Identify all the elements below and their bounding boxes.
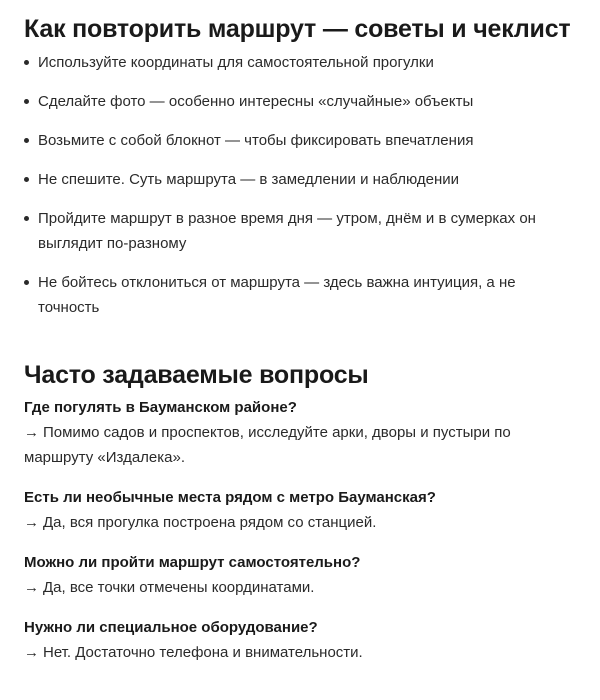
list-item-text: Не бойтесь отклониться от маршрута — здесь важна интуиция, а не точность: [38, 274, 516, 316]
tips-list: [24, 50, 576, 320]
list-item: [24, 50, 576, 75]
bullet-icon: [24, 60, 29, 65]
faq-answer: [24, 420, 576, 470]
bullet-icon: [24, 216, 29, 221]
faq-item: [24, 551, 576, 600]
faq-item: [24, 616, 576, 665]
faq-question: Можно ли пройти маршрут самостоятельно?: [24, 554, 361, 571]
arrow-right-icon: →: [24, 514, 39, 531]
checklist-heading: Как повторить маршрут — советы и чеклист: [24, 15, 571, 43]
arrow-right-icon: →: [24, 579, 39, 596]
faq-answer: [24, 575, 576, 600]
bullet-icon: [24, 138, 29, 143]
faq-question: Нужно ли специальное оборудование?: [24, 619, 318, 636]
list-item: [24, 89, 576, 114]
list-item: [24, 128, 576, 153]
faq-answer-text: Да, все точки отмечены координатами.: [43, 579, 315, 596]
list-item-text: Возьмите с собой блокнот — чтобы фиксировать впечатления: [38, 132, 474, 149]
faq-answer: [24, 640, 576, 665]
bullet-icon: [24, 177, 29, 182]
list-item: [24, 206, 576, 256]
list-item-text: Используйте координаты для самостоятельной прогулки: [38, 54, 434, 71]
faq-answer-text: Помимо садов и проспектов, исследуйте арки, дворы и пустыри по маршруту «Издалека».: [24, 424, 511, 466]
faq-item: [24, 486, 576, 535]
faq-answer-text: Да, вся прогулка построена рядом со станцией.: [43, 514, 377, 531]
bullet-icon: [24, 99, 29, 104]
list-item: [24, 270, 576, 320]
arrow-right-icon: →: [24, 424, 39, 441]
list-item: [24, 167, 576, 192]
arrow-right-icon: →: [24, 644, 39, 661]
faq-answer-text: Нет. Достаточно телефона и внимательности.: [43, 644, 363, 661]
faq-question: Есть ли необычные места рядом с метро Бауманская?: [24, 489, 436, 506]
list-item-text: Пройдите маршрут в разное время дня — утром, днём и в сумерках он выглядит по-разному: [38, 210, 536, 252]
list-item-text: Не спешите. Суть маршрута — в замедлении и наблюдении: [38, 171, 460, 188]
list-item-text: Сделайте фото — особенно интересны «случайные» объекты: [38, 93, 474, 110]
faq-heading: Часто задаваемые вопросы: [24, 361, 369, 389]
bullet-icon: [24, 280, 29, 285]
faq-answer: [24, 510, 576, 535]
faq-list: [24, 396, 576, 665]
faq-question: Где погулять в Бауманском районе?: [24, 399, 297, 416]
faq-item: [24, 396, 576, 470]
